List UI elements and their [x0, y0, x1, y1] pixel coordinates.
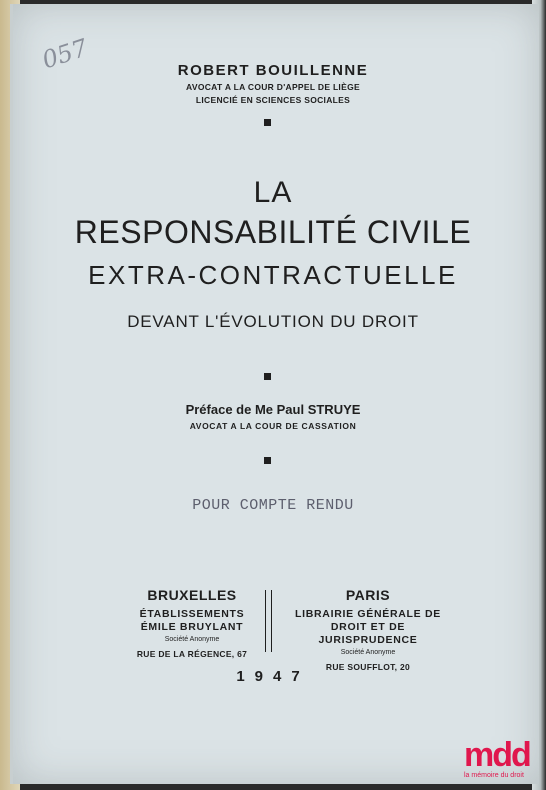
mdd-logo-text: mdd	[464, 736, 530, 774]
title-line1: LA	[253, 176, 293, 209]
publisher-right-societe: Société Anonyme	[340, 649, 396, 656]
mdd-logo	[464, 736, 540, 782]
book-cover	[10, 4, 539, 784]
publisher-left-city: BRUXELLES	[147, 587, 237, 603]
publisher-left-name2: ÉMILE BRUYLANT	[140, 621, 244, 633]
publisher-left-name1: ÉTABLISSEMENTS	[139, 608, 245, 620]
publisher-right-city: PARIS	[345, 587, 391, 603]
author-title-line1: AVOCAT A LA COUR D'APPEL DE LIÈGE	[186, 82, 360, 92]
author-title-line2: LICENCIÉ EN SCIENCES SOCIALES	[195, 95, 351, 105]
separator-dot-1	[264, 119, 271, 126]
review-stamp: POUR COMPTE RENDU	[192, 497, 354, 514]
publisher-left-address: RUE DE LA RÉGENCE, 67	[136, 649, 248, 659]
author-name: ROBERT BOUILLENNE	[177, 62, 369, 79]
publisher-left-societe: Société Anonyme	[164, 636, 220, 643]
publisher-right-name2: DROIT ET DE JURISPRUDENCE	[318, 621, 418, 646]
publisher-right-address: RUE SOUFFLOT, 20	[325, 662, 411, 672]
preface-line: Préface de Me Paul STRUYE	[185, 402, 361, 417]
handwritten-note: 057	[38, 33, 92, 75]
mdd-logo-tagline: la mémoire du droit	[464, 772, 524, 779]
publisher-right	[283, 587, 453, 672]
separator-dot-3	[264, 457, 271, 464]
title-line2: RESPONSABILITÉ CIVILE	[74, 214, 472, 250]
publisher-left	[107, 587, 277, 659]
preface-subtitle: AVOCAT A LA COUR DE CASSATION	[189, 421, 357, 431]
title-line3: EXTRA-CONTRACTUELLE	[88, 260, 458, 290]
publisher-right-name1: LIBRAIRIE GÉNÉRALE DE	[295, 608, 441, 620]
subtitle: DEVANT L'ÉVOLUTION DU DROIT	[127, 312, 419, 331]
publication-year: 1947	[236, 668, 310, 685]
publisher-divider	[265, 590, 272, 652]
separator-dot-2	[264, 373, 271, 380]
